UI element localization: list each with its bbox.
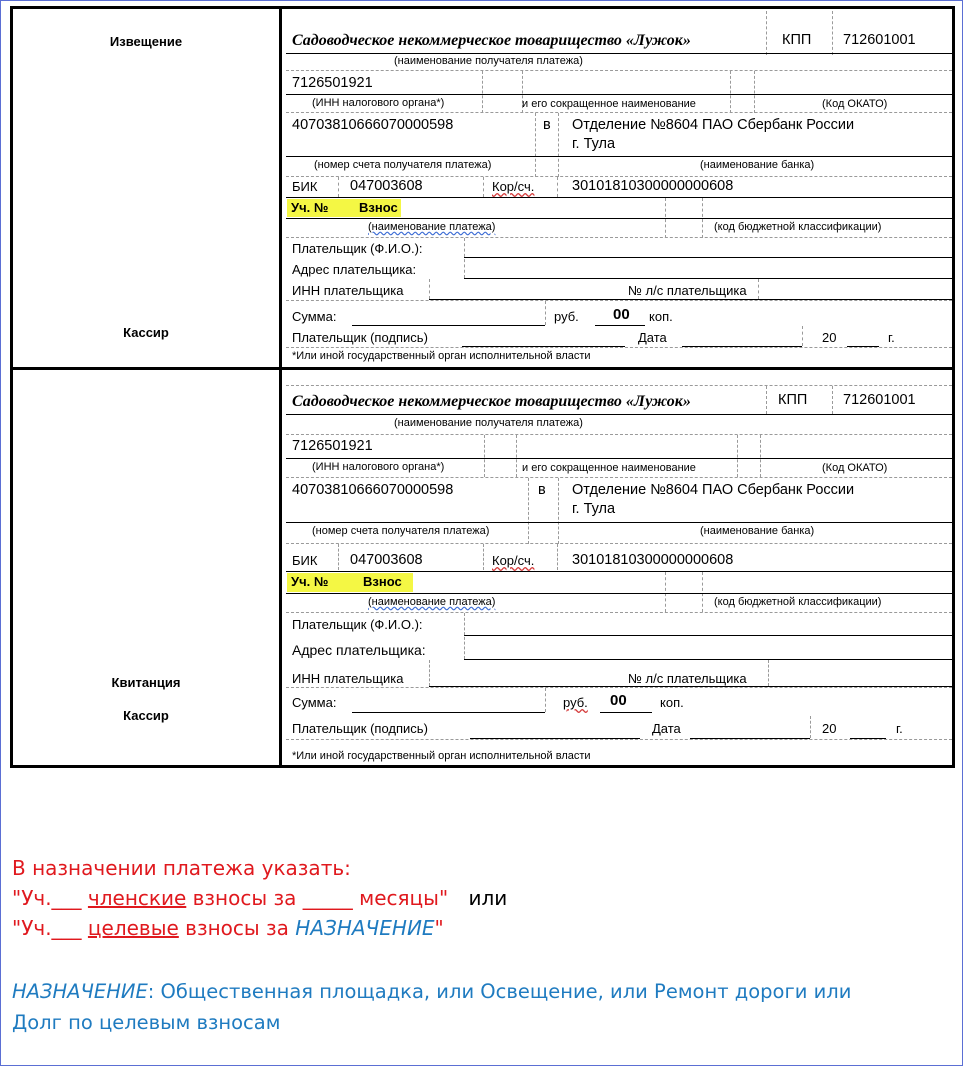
corr-account-value: 30101810300000000608 xyxy=(572,178,734,194)
okato-caption: (Код ОКАТО) xyxy=(822,462,888,474)
year-prefix: 20 xyxy=(822,330,837,345)
bik-label: БИК xyxy=(292,553,318,568)
recipient-caption: (наименование получателя платежа) xyxy=(394,417,583,429)
bank-line2: г. Тула xyxy=(572,501,616,517)
account-value: 40703810666070000598 xyxy=(292,117,454,133)
kpp-label: КПП xyxy=(778,392,808,408)
account-caption: (номер счета получателя платежа) xyxy=(314,159,492,171)
purpose-caption: (наименование платежа) xyxy=(368,221,496,233)
recipient-name: Садоводческое некоммерческое товарищество «Лужок» xyxy=(292,32,691,49)
purpose-prefix: Уч. № xyxy=(291,200,329,215)
kop-label: коп. xyxy=(660,695,684,710)
purpose-prefix: Уч. № xyxy=(291,574,329,589)
year-prefix: 20 xyxy=(822,721,837,736)
year-suffix: г. xyxy=(896,721,903,736)
date-label: Дата xyxy=(652,721,681,736)
address-label: Адрес плательщика: xyxy=(292,262,417,277)
bank-caption: (наименование банка) xyxy=(700,525,815,537)
short-name-caption: и его сокращенное наименование xyxy=(522,98,696,110)
recipient-caption: (наименование получателя платежа) xyxy=(394,55,583,67)
corr-label: Кор/сч. xyxy=(492,179,535,194)
bank-line1: Отделение №8604 ПАО Сбербанк России xyxy=(572,117,855,133)
bank-caption: (наименование банка) xyxy=(700,159,815,171)
receipt-fields xyxy=(282,370,952,765)
sum-label: Сумма: xyxy=(292,309,337,324)
bank-line1: Отделение №8604 ПАО Сбербанк России xyxy=(572,482,855,498)
notice-fields xyxy=(282,9,952,367)
kbk-caption: (код бюджетной классификации) xyxy=(714,596,882,608)
notice-title: Извещение xyxy=(109,34,183,49)
instruction-membership: "Уч.___ членские взносы за _____ месяцы" или xyxy=(12,886,508,910)
inn-caption: (ИНН налогового органа*) xyxy=(312,97,445,109)
kpp-label: КПП xyxy=(782,32,812,48)
rub-label: руб. xyxy=(554,309,579,324)
kpp-value: 712601001 xyxy=(843,32,916,48)
personal-account-label: № л/с плательщика xyxy=(628,283,747,298)
corr-label: Кор/сч. xyxy=(492,553,535,568)
corr-account-value: 30101810300000000608 xyxy=(572,552,734,568)
purpose-highlight xyxy=(287,573,413,592)
payer-label: Плательщик (Ф.И.О.): xyxy=(292,241,423,256)
kpp-value: 712601001 xyxy=(843,392,916,408)
payment-form xyxy=(10,6,955,768)
notice-section xyxy=(13,9,952,370)
bik-value: 047003608 xyxy=(350,552,423,568)
okato-caption: (Код ОКАТО) xyxy=(822,98,888,110)
date-label: Дата xyxy=(638,330,667,345)
payer-inn-label: ИНН плательщика xyxy=(292,283,404,298)
short-name-caption: и его сокращенное наименование xyxy=(522,462,696,474)
notice-cashier-label: Кассир xyxy=(123,325,169,340)
inn-value: 7126501921 xyxy=(292,438,373,454)
bank-line2: г. Тула xyxy=(572,136,616,152)
kop-value: 00 xyxy=(610,692,627,709)
payer-inn-label: ИНН плательщика xyxy=(292,671,404,686)
receipt-left-column xyxy=(13,370,282,765)
purpose-options-line2: Долг по целевым взносам xyxy=(12,1011,281,1034)
signature-label: Плательщик (подпись) xyxy=(292,330,428,345)
payer-label: Плательщик (Ф.И.О.): xyxy=(292,617,423,632)
account-value: 40703810666070000598 xyxy=(292,482,454,498)
kop-label: коп. xyxy=(649,309,673,324)
instruction-heading: В назначении платежа указать: xyxy=(12,856,351,880)
purpose-value: Взнос xyxy=(359,200,398,215)
inn-value: 7126501921 xyxy=(292,75,373,91)
footnote: *Или иной государственный орган исполнительной власти xyxy=(292,350,591,362)
address-label: Адрес плательщика: xyxy=(292,642,426,658)
notice-left-column xyxy=(13,9,282,367)
account-caption: (номер счета получателя платежа) xyxy=(312,525,490,537)
rub-label: руб. xyxy=(563,695,588,710)
purpose-highlight xyxy=(287,199,401,217)
recipient-name: Садоводческое некоммерческое товарищество «Лужок» xyxy=(292,393,691,410)
bik-value: 047003608 xyxy=(350,178,423,194)
receipt-section xyxy=(13,370,952,765)
kop-value: 00 xyxy=(613,306,630,323)
footnote: *Или иной государственный орган исполнительной власти xyxy=(292,750,591,762)
instruction-targeted: "Уч.___ целевые взносы за НАЗНАЧЕНИЕ" xyxy=(12,916,444,940)
kbk-caption: (код бюджетной классификации) xyxy=(714,221,882,233)
receipt-title: Квитанция xyxy=(111,675,181,690)
year-suffix: г. xyxy=(888,330,895,345)
personal-account-label: № л/с плательщика xyxy=(628,671,747,686)
bik-label: БИК xyxy=(292,179,318,194)
purpose-options: НАЗНАЧЕНИЕ: Общественная площадка, или Освещение, или Ремонт дороги или xyxy=(12,980,852,1003)
sum-label: Сумма: xyxy=(292,695,337,710)
purpose-caption: (наименование платежа) xyxy=(368,596,496,608)
purpose-value: Взнос xyxy=(363,574,402,589)
receipt-cashier-label: Кассир xyxy=(123,708,169,723)
signature-label: Плательщик (подпись) xyxy=(292,721,428,736)
inn-caption: (ИНН налогового органа*) xyxy=(312,461,445,473)
in-label: в xyxy=(543,117,551,133)
in-label: в xyxy=(538,482,546,498)
